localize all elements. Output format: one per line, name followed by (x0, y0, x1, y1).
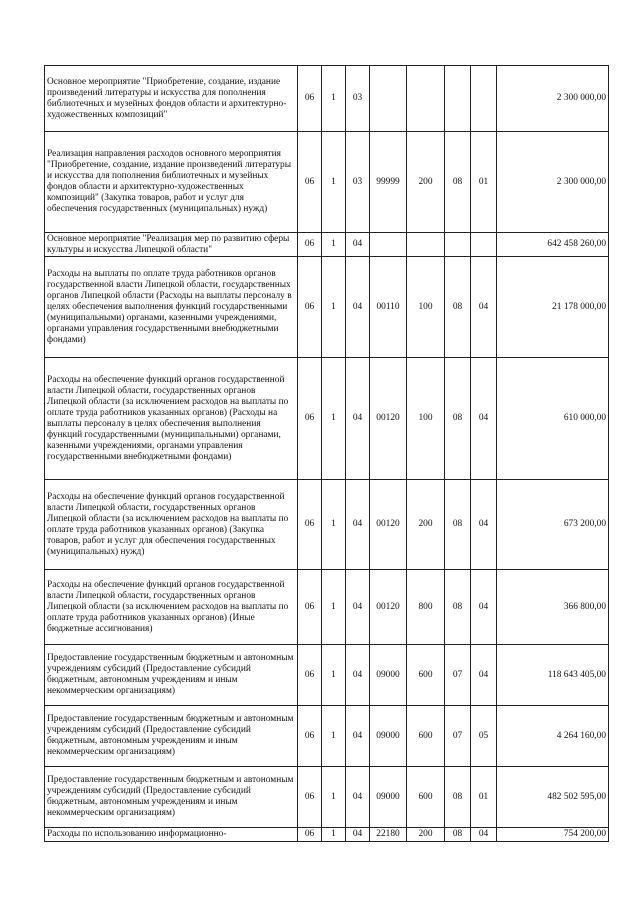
program-code: 06 (298, 132, 322, 233)
row-description: Основное мероприятие "Приобретение, создание, издание произведений литературы и искусства для пополнения библиотечных и музейных фондов области и архитектурно-художественных композиций" (45, 66, 298, 132)
section-code: 07 (445, 645, 471, 706)
activity-code: 04 (346, 645, 370, 706)
expense-type-code: 200 (407, 828, 445, 842)
activity-code: 04 (346, 828, 370, 842)
subsection-code: 05 (471, 706, 497, 767)
section-code: 08 (445, 257, 471, 358)
amount: 2 300 000,00 (497, 132, 609, 233)
subsection-code (471, 233, 497, 257)
subprogram-code: 1 (322, 767, 346, 828)
activity-code: 03 (346, 66, 370, 132)
expense-type-code (407, 66, 445, 132)
section-code: 08 (445, 570, 471, 645)
amount: 366 800,00 (497, 570, 609, 645)
program-code: 06 (298, 257, 322, 358)
expense-type-code: 800 (407, 570, 445, 645)
row-description: Предоставление государственным бюджетным и автономным учреждениям субсидий (Предоставление субсидий бюджетным, автономным учреждениям и иным некоммерческим организациям) (45, 767, 298, 828)
subprogram-code: 1 (322, 480, 346, 570)
amount: 21 178 000,00 (497, 257, 609, 358)
row-description: Расходы на обеспечение функций органов государственной власти Липецкой области, государственных органов Липецкой области (за исключением расходов на выплаты по оплате труда работников указанных органов) (Закупка товаров, работ и услуг для обеспечения государственных (муниципальных) нужд) (45, 480, 298, 570)
row-description: Расходы по использованию информационно- (45, 828, 298, 842)
program-code: 06 (298, 828, 322, 842)
subprogram-code: 1 (322, 132, 346, 233)
program-code: 06 (298, 66, 322, 132)
subprogram-code: 1 (322, 828, 346, 842)
direction-code: 99999 (370, 132, 407, 233)
subsection-code: 04 (471, 480, 497, 570)
section-code: 08 (445, 767, 471, 828)
subsection-code: 01 (471, 767, 497, 828)
subprogram-code: 1 (322, 570, 346, 645)
amount: 2 300 000,00 (497, 66, 609, 132)
direction-code (370, 66, 407, 132)
section-code: 08 (445, 358, 471, 480)
row-description: Расходы на выплаты по оплате труда работников органов государственной власти Липецкой области, государственных органов Липецкой области (Расходы на выплаты персоналу в целях обеспечения выполнения функций государственными (муниципальными) органами, казенными учреждениями, органами управления государственными внебюджетными фондами) (45, 257, 298, 358)
row-description: Расходы на обеспечение функций органов государственной власти Липецкой области, государственных органов Липецкой области (за исключением расходов на выплаты по оплате труда работников указанных органов) (Расходы на выплаты персоналу в целях обеспечения выполнения функций государственными (муниципальными) органами, казенными учреждениями, органами управления государственными внебюджетными фондами) (45, 358, 298, 480)
section-code: 08 (445, 480, 471, 570)
expense-type-code: 200 (407, 480, 445, 570)
activity-code: 04 (346, 358, 370, 480)
section-code: 08 (445, 828, 471, 842)
program-code: 06 (298, 233, 322, 257)
amount: 673 200,00 (497, 480, 609, 570)
expense-type-code: 600 (407, 767, 445, 828)
table-row (45, 828, 609, 842)
table-row (45, 132, 609, 233)
subprogram-code: 1 (322, 233, 346, 257)
section-code: 07 (445, 706, 471, 767)
subsection-code: 04 (471, 645, 497, 706)
amount: 610 000,00 (497, 358, 609, 480)
amount: 754 200,00 (497, 828, 609, 842)
subprogram-code: 1 (322, 358, 346, 480)
activity-code: 04 (346, 706, 370, 767)
table-row (45, 257, 609, 358)
program-code: 06 (298, 706, 322, 767)
expense-type-code: 100 (407, 358, 445, 480)
table-row (45, 767, 609, 828)
direction-code: 09000 (370, 767, 407, 828)
direction-code: 09000 (370, 706, 407, 767)
table-row (45, 570, 609, 645)
program-code: 06 (298, 767, 322, 828)
row-description: Предоставление государственным бюджетным и автономным учреждениям субсидий (Предоставление субсидий бюджетным, автономным учреждениям и иным некоммерческим организациям) (45, 706, 298, 767)
table-row (45, 645, 609, 706)
amount: 482 502 595,00 (497, 767, 609, 828)
subprogram-code: 1 (322, 645, 346, 706)
direction-code: 00110 (370, 257, 407, 358)
direction-code: 22180 (370, 828, 407, 842)
subsection-code: 04 (471, 828, 497, 842)
amount: 642 458 260,00 (497, 233, 609, 257)
program-code: 06 (298, 645, 322, 706)
table-row (45, 233, 609, 257)
section-code: 08 (445, 132, 471, 233)
subsection-code: 04 (471, 570, 497, 645)
direction-code: 00120 (370, 480, 407, 570)
activity-code: 04 (346, 570, 370, 645)
activity-code: 04 (346, 233, 370, 257)
activity-code: 04 (346, 480, 370, 570)
expense-type-code: 100 (407, 257, 445, 358)
section-code (445, 66, 471, 132)
direction-code: 00120 (370, 570, 407, 645)
expense-type-code: 600 (407, 706, 445, 767)
table-row (45, 480, 609, 570)
activity-code: 03 (346, 132, 370, 233)
expense-type-code: 600 (407, 645, 445, 706)
row-description: Предоставление государственным бюджетным и автономным учреждениям субсидий (Предоставление субсидий бюджетным, автономным учреждениям и иным некоммерческим организациям) (45, 645, 298, 706)
activity-code: 04 (346, 767, 370, 828)
section-code (445, 233, 471, 257)
row-description: Основное мероприятие "Реализация мер по развитию сферы культуры и искусства Липецкой области" (45, 233, 298, 257)
subprogram-code: 1 (322, 706, 346, 767)
subprogram-code: 1 (322, 66, 346, 132)
amount: 4 264 160,00 (497, 706, 609, 767)
direction-code: 00120 (370, 358, 407, 480)
activity-code: 04 (346, 257, 370, 358)
table-row (45, 66, 609, 132)
budget-table (44, 65, 609, 842)
direction-code: 09000 (370, 645, 407, 706)
expense-type-code (407, 233, 445, 257)
subsection-code (471, 66, 497, 132)
table-row (45, 706, 609, 767)
program-code: 06 (298, 358, 322, 480)
table-row (45, 358, 609, 480)
subsection-code: 04 (471, 358, 497, 480)
amount: 118 643 405,00 (497, 645, 609, 706)
subsection-code: 01 (471, 132, 497, 233)
subprogram-code: 1 (322, 257, 346, 358)
row-description: Реализация направления расходов основного мероприятия "Приобретение, создание, издание произведений литературы и искусства для пополнения библиотечных и музейных фондов области и архитектурно-художественных композиций" (Закупка товаров, работ и услуг для обеспечения государственных (муниципальных) нужд) (45, 132, 298, 233)
expense-type-code: 200 (407, 132, 445, 233)
direction-code (370, 233, 407, 257)
program-code: 06 (298, 480, 322, 570)
program-code: 06 (298, 570, 322, 645)
subsection-code: 04 (471, 257, 497, 358)
row-description: Расходы на обеспечение функций органов государственной власти Липецкой области, государственных органов Липецкой области (за исключением расходов на выплаты по оплате труда работников указанных органов) (Иные бюджетные ассигнования) (45, 570, 298, 645)
